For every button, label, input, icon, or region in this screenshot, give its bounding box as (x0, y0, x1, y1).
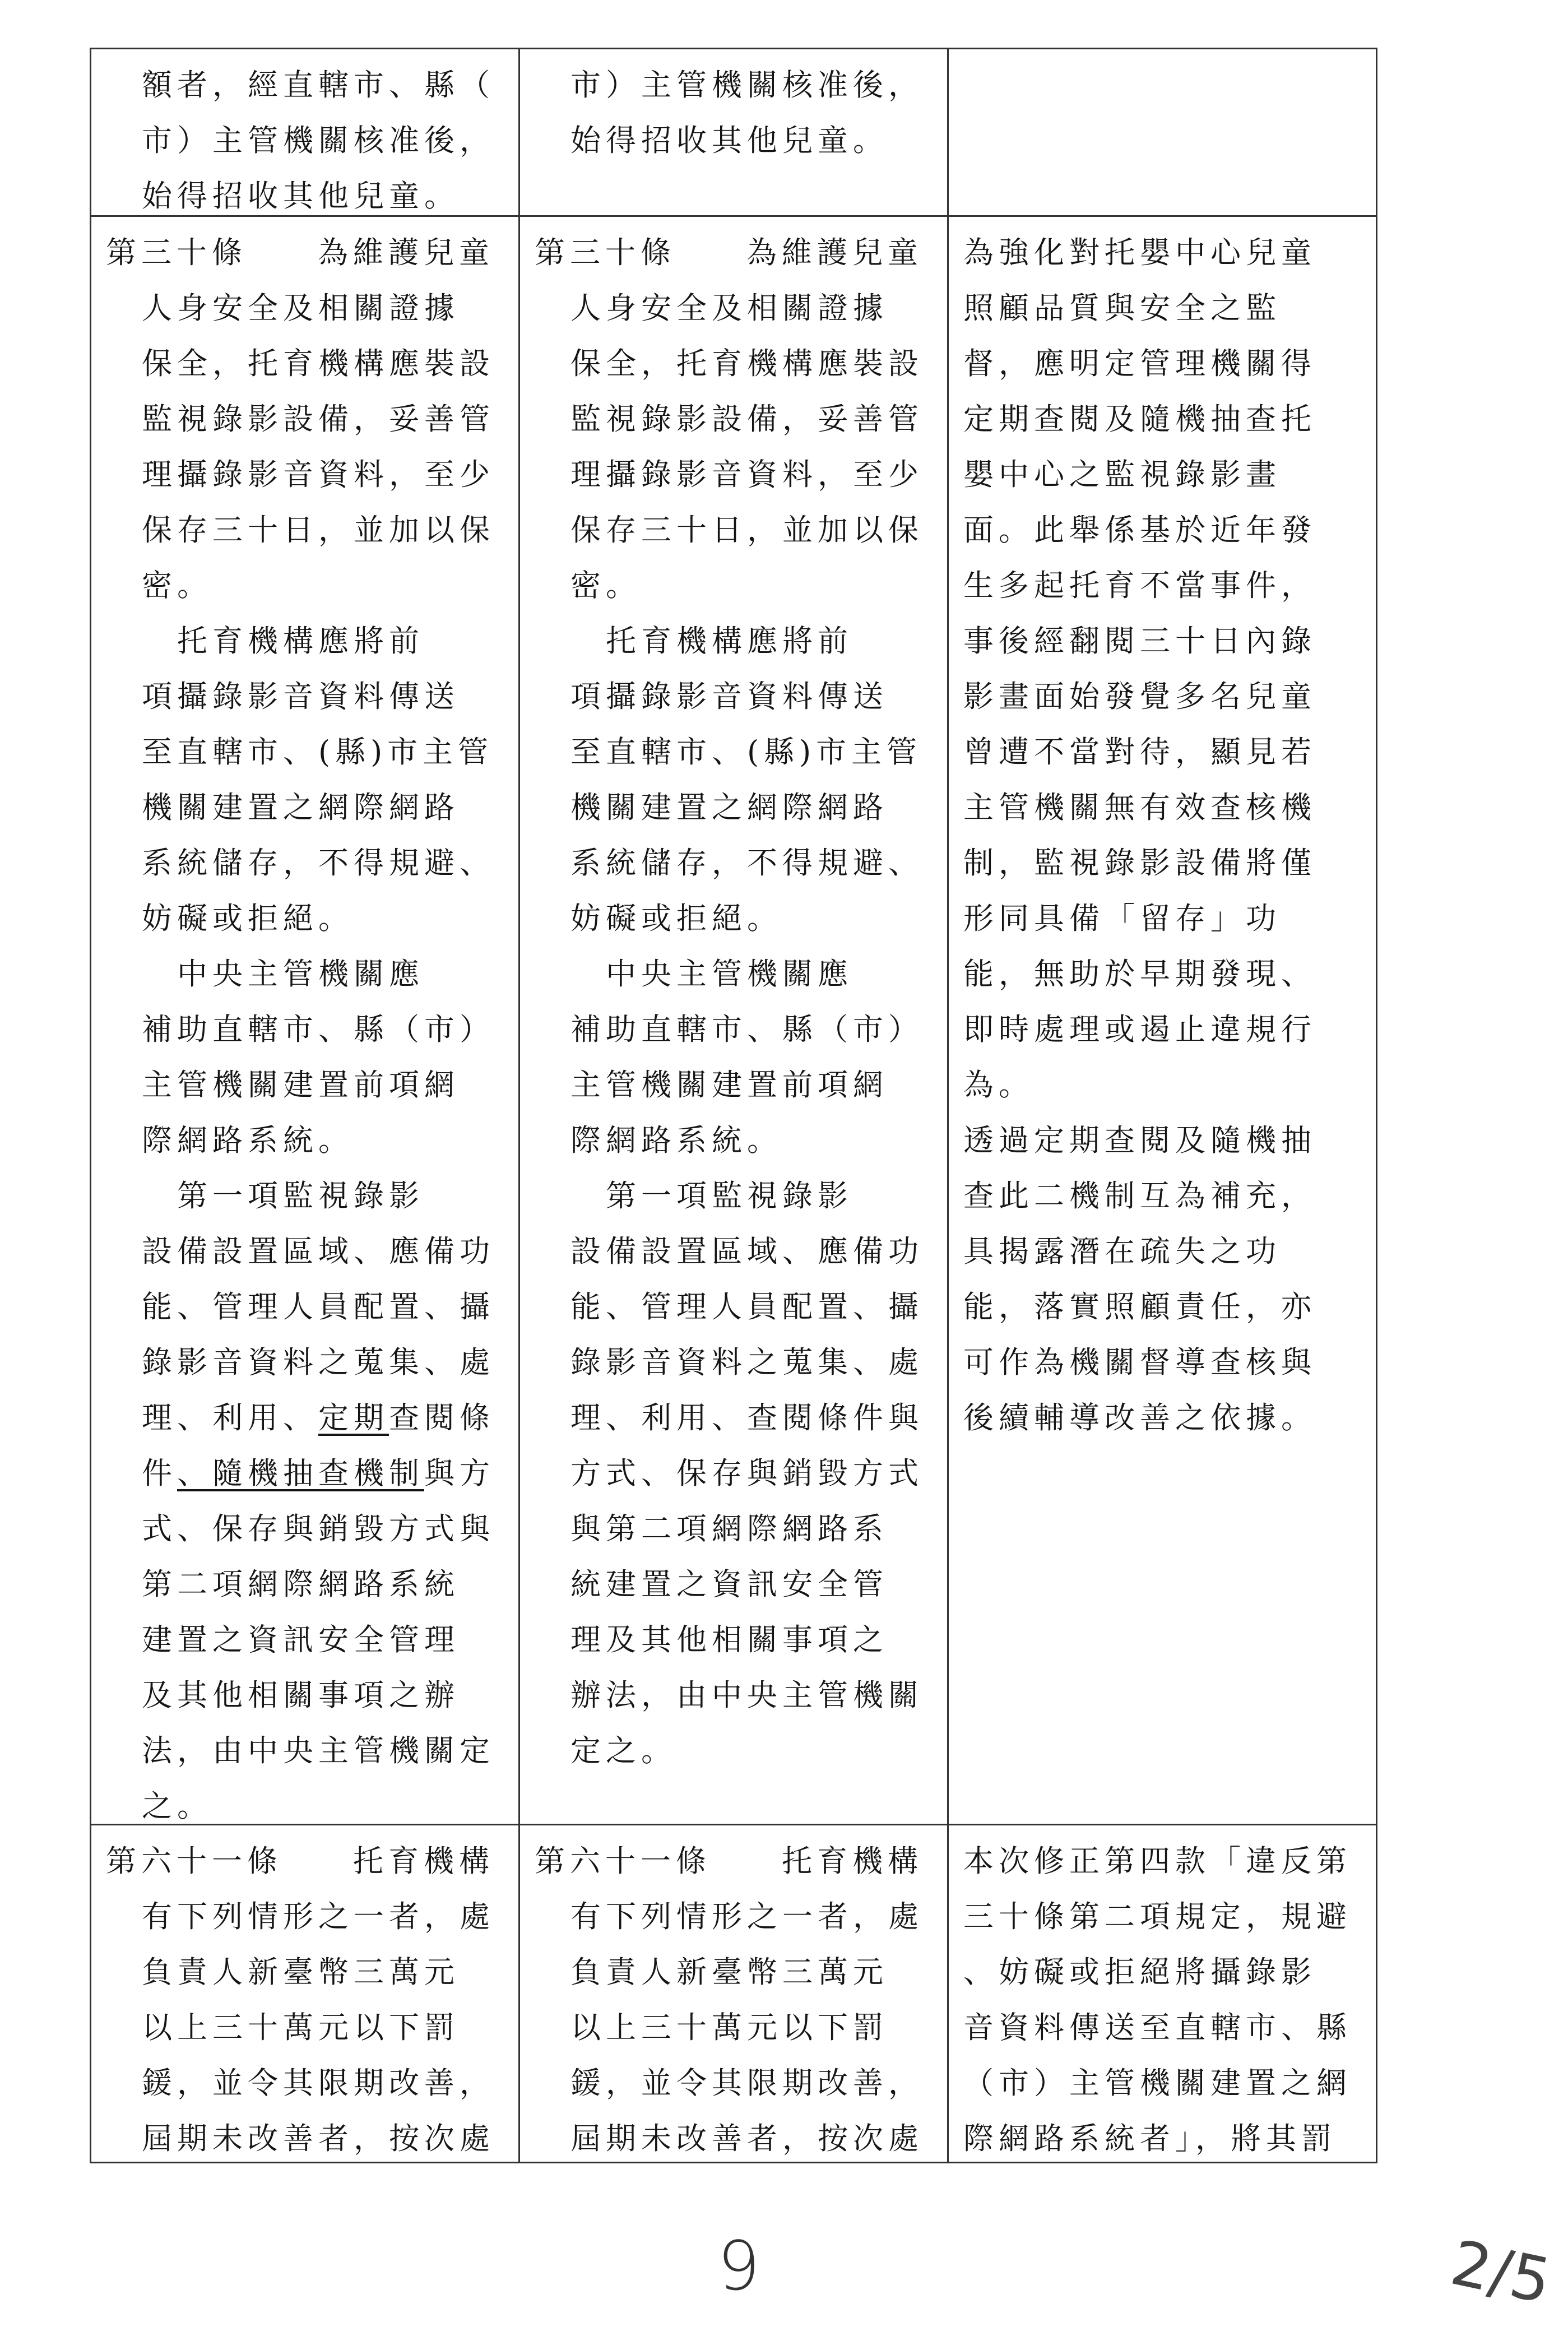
text-line: 以上三十萬元以下罰 (570, 2010, 888, 2045)
explanation-column (949, 217, 1377, 1824)
text-line: 設備設置區域、應備功 (142, 1234, 495, 1269)
text-line: 能、管理人員配置、攝 (142, 1289, 495, 1324)
text-line: 後續輔導改善之依據。 (963, 1400, 1316, 1435)
text-line: 方式、保存與銷毀方式 (570, 1456, 924, 1491)
text-line: 妨礙或拒絕。 (142, 901, 354, 936)
text-line: 額者，經直轄市、縣（ (142, 67, 495, 103)
text-line: 負責人新臺幣三萬元 (570, 1954, 888, 1990)
text-line: 統建置之資訊安全管 (570, 1566, 888, 1602)
text-line: 第六十一條 托育機構 (535, 1843, 923, 1879)
text-line: 錄影音資料之蒐集、處 (570, 1345, 924, 1380)
text-line: 理攝錄影音資料，至少 (570, 457, 924, 492)
text-line: 查此二機制互為補充， (963, 1178, 1316, 1213)
text-line: 屆期未改善者，按次處 (142, 2121, 495, 2156)
text-line: 密。 (570, 568, 641, 603)
current-text-column (520, 1825, 949, 2162)
text-line (106, 1390, 507, 1445)
text-line: 中央主管機關應 (142, 956, 424, 991)
comparison-table (90, 48, 1377, 2163)
text-line: 面。此舉係基於近年發 (963, 512, 1316, 548)
text-line: 本次修正第四款「違反第 (963, 1843, 1352, 1879)
text-line: 具揭露潛在疏失之功 (963, 1234, 1281, 1269)
text-line: 能，無助於早期發現、 (963, 956, 1316, 991)
text-line: 保存三十日，並加以保 (142, 512, 495, 548)
text-line: 影畫面始發覺多名兒童 (963, 679, 1316, 714)
text-segment: 件 (142, 1456, 177, 1491)
text-line: 主管機關無有效查核機 (963, 790, 1316, 825)
text-line: 嬰中心之監視錄影畫 (963, 457, 1281, 492)
text-line: 監視錄影設備，妥善管 (570, 401, 924, 437)
text-line: 曾遭不當對待，顯見若 (963, 734, 1316, 770)
text-line: 監視錄影設備，妥善管 (142, 401, 495, 437)
explanation-column (949, 1825, 1377, 2162)
text-line: 音資料傳送至直轄市、縣 (963, 2010, 1352, 2045)
text-line: 三十條第二項規定，規避 (963, 1899, 1352, 1934)
page-number: 9 (717, 2228, 760, 2306)
text-line: 之。 (142, 1788, 212, 1824)
text-line: 保存三十日，並加以保 (570, 512, 924, 548)
text-line: 機關建置之網際網路 (570, 790, 888, 825)
text-line: 為。 (963, 1067, 1034, 1102)
text-line: 建置之資訊安全管理 (142, 1622, 460, 1657)
amended-text-column (91, 1825, 520, 2162)
current-text-column (520, 49, 949, 215)
text-line: 密。 (142, 568, 212, 603)
text-line: 定期查閱及隨機抽查托 (963, 401, 1316, 437)
text-line: 保全，托育機構應裝設 (142, 346, 495, 381)
text-line: 理攝錄影音資料，至少 (142, 457, 495, 492)
text-line: 辦法，由中央主管機關 (570, 1677, 924, 1713)
text-line: 第一項監視錄影 (570, 1178, 853, 1213)
amended-text-column (91, 49, 520, 215)
text-line: 理、利用、查閱條件與 (570, 1400, 924, 1435)
text-line: 及其他相關事項之辦 (142, 1677, 460, 1713)
text-line: 式、保存與銷毀方式與 (142, 1511, 495, 1546)
text-line: 第二項網際網路系統 (142, 1566, 460, 1602)
text-line: 妨礙或拒絕。 (570, 901, 782, 936)
text-line: 錄影音資料之蒐集、處 (142, 1345, 495, 1380)
text-line (106, 1445, 507, 1501)
text-segment: 查閱條 (389, 1400, 495, 1435)
text-line: 形同具備「留存」功 (963, 901, 1281, 936)
text-line: 鍰，並令其限期改善， (142, 2065, 495, 2101)
text-line: 第三十條 為維護兒童 (106, 235, 494, 270)
handwritten-page-note: 2/5 (1445, 2226, 1557, 2318)
text-line: 有下列情形之一者，處 (142, 1899, 495, 1934)
text-line: 系統儲存，不得規避、 (142, 845, 495, 880)
text-line: 、妨礙或拒絕將攝錄影 (963, 1954, 1316, 1990)
text-line: 至直轄市、(縣)市主管 (570, 734, 922, 770)
table-row (91, 49, 1377, 217)
text-line: 際網路系統者」，將其罰 (963, 2121, 1337, 2156)
text-segment: 理、利用、 (142, 1400, 318, 1435)
text-line: 主管機關建置前項網 (570, 1067, 888, 1102)
text-line: 能、管理人員配置、攝 (570, 1289, 924, 1324)
text-line: 際網路系統。 (142, 1123, 354, 1158)
underlined-amendment: 定期 (318, 1400, 389, 1435)
text-line: 項攝錄影音資料傳送 (570, 679, 888, 714)
text-line: 督，應明定管理機關得 (963, 346, 1316, 381)
text-line: 際網路系統。 (570, 1123, 782, 1158)
explanation-column (949, 49, 1377, 215)
text-line: 為強化對托嬰中心兒童 (963, 235, 1316, 270)
table-row (91, 1825, 1377, 2163)
text-line: 主管機關建置前項網 (142, 1067, 460, 1102)
text-line: 透過定期查閱及隨機抽 (963, 1123, 1316, 1158)
text-line: 保全，托育機構應裝設 (570, 346, 924, 381)
text-line: 理及其他相關事項之 (570, 1622, 888, 1657)
text-line: 市）主管機關核准後， (142, 123, 495, 158)
text-line: 定之。 (570, 1733, 676, 1768)
text-line: 屆期未改善者，按次處 (570, 2121, 924, 2156)
text-line: 至直轄市、(縣)市主管 (142, 734, 494, 770)
text-line: 法，由中央主管機關定 (142, 1733, 495, 1768)
text-line: 生多起托育不當事件， (963, 568, 1316, 603)
text-line: 能，落實照顧責任，亦 (963, 1289, 1316, 1324)
text-line: 始得招收其他兒童。 (142, 178, 460, 214)
table-row (91, 217, 1377, 1825)
text-line: 第三十條 為維護兒童 (535, 235, 923, 270)
text-line: 托育機構應將前 (142, 623, 424, 659)
text-line: 鍰，並令其限期改善， (570, 2065, 924, 2101)
text-line: 托育機構應將前 (570, 623, 853, 659)
current-text-column (520, 217, 949, 1824)
text-line: 中央主管機關應 (570, 956, 853, 991)
text-line: 機關建置之網際網路 (142, 790, 460, 825)
text-line: 可作為機關督導查核與 (963, 1345, 1316, 1380)
text-line: 第一項監視錄影 (142, 1178, 424, 1213)
text-line: 制，監視錄影設備將僅 (963, 845, 1316, 880)
text-line: 事後經翻閱三十日內錄 (963, 623, 1316, 659)
text-line: 照顧品質與安全之監 (963, 290, 1281, 326)
amended-text-column (91, 217, 520, 1824)
text-line: 始得招收其他兒童。 (570, 123, 888, 158)
text-line: 即時處理或遏止違規行 (963, 1012, 1316, 1047)
text-line: 人身安全及相關證據 (142, 290, 460, 326)
text-line: 補助直轄市、縣（市） (142, 1012, 495, 1047)
text-line: 第六十一條 托育機構 (106, 1843, 494, 1879)
underlined-amendment: 、隨機抽查機制 (177, 1456, 424, 1491)
text-line: 人身安全及相關證據 (570, 290, 888, 326)
text-line: 設備設置區域、應備功 (570, 1234, 924, 1269)
text-line: 市）主管機關核准後， (570, 67, 924, 103)
text-line: （市）主管機關建置之網 (963, 2065, 1352, 2101)
text-line: 項攝錄影音資料傳送 (142, 679, 460, 714)
text-line: 負責人新臺幣三萬元 (142, 1954, 460, 1990)
text-segment: 與方 (424, 1456, 495, 1491)
text-line: 與第二項網際網路系 (570, 1511, 888, 1546)
text-line: 系統儲存，不得規避、 (570, 845, 924, 880)
text-line: 有下列情形之一者，處 (570, 1899, 924, 1934)
text-line: 以上三十萬元以下罰 (142, 2010, 460, 2045)
text-line: 補助直轄市、縣（市） (570, 1012, 924, 1047)
